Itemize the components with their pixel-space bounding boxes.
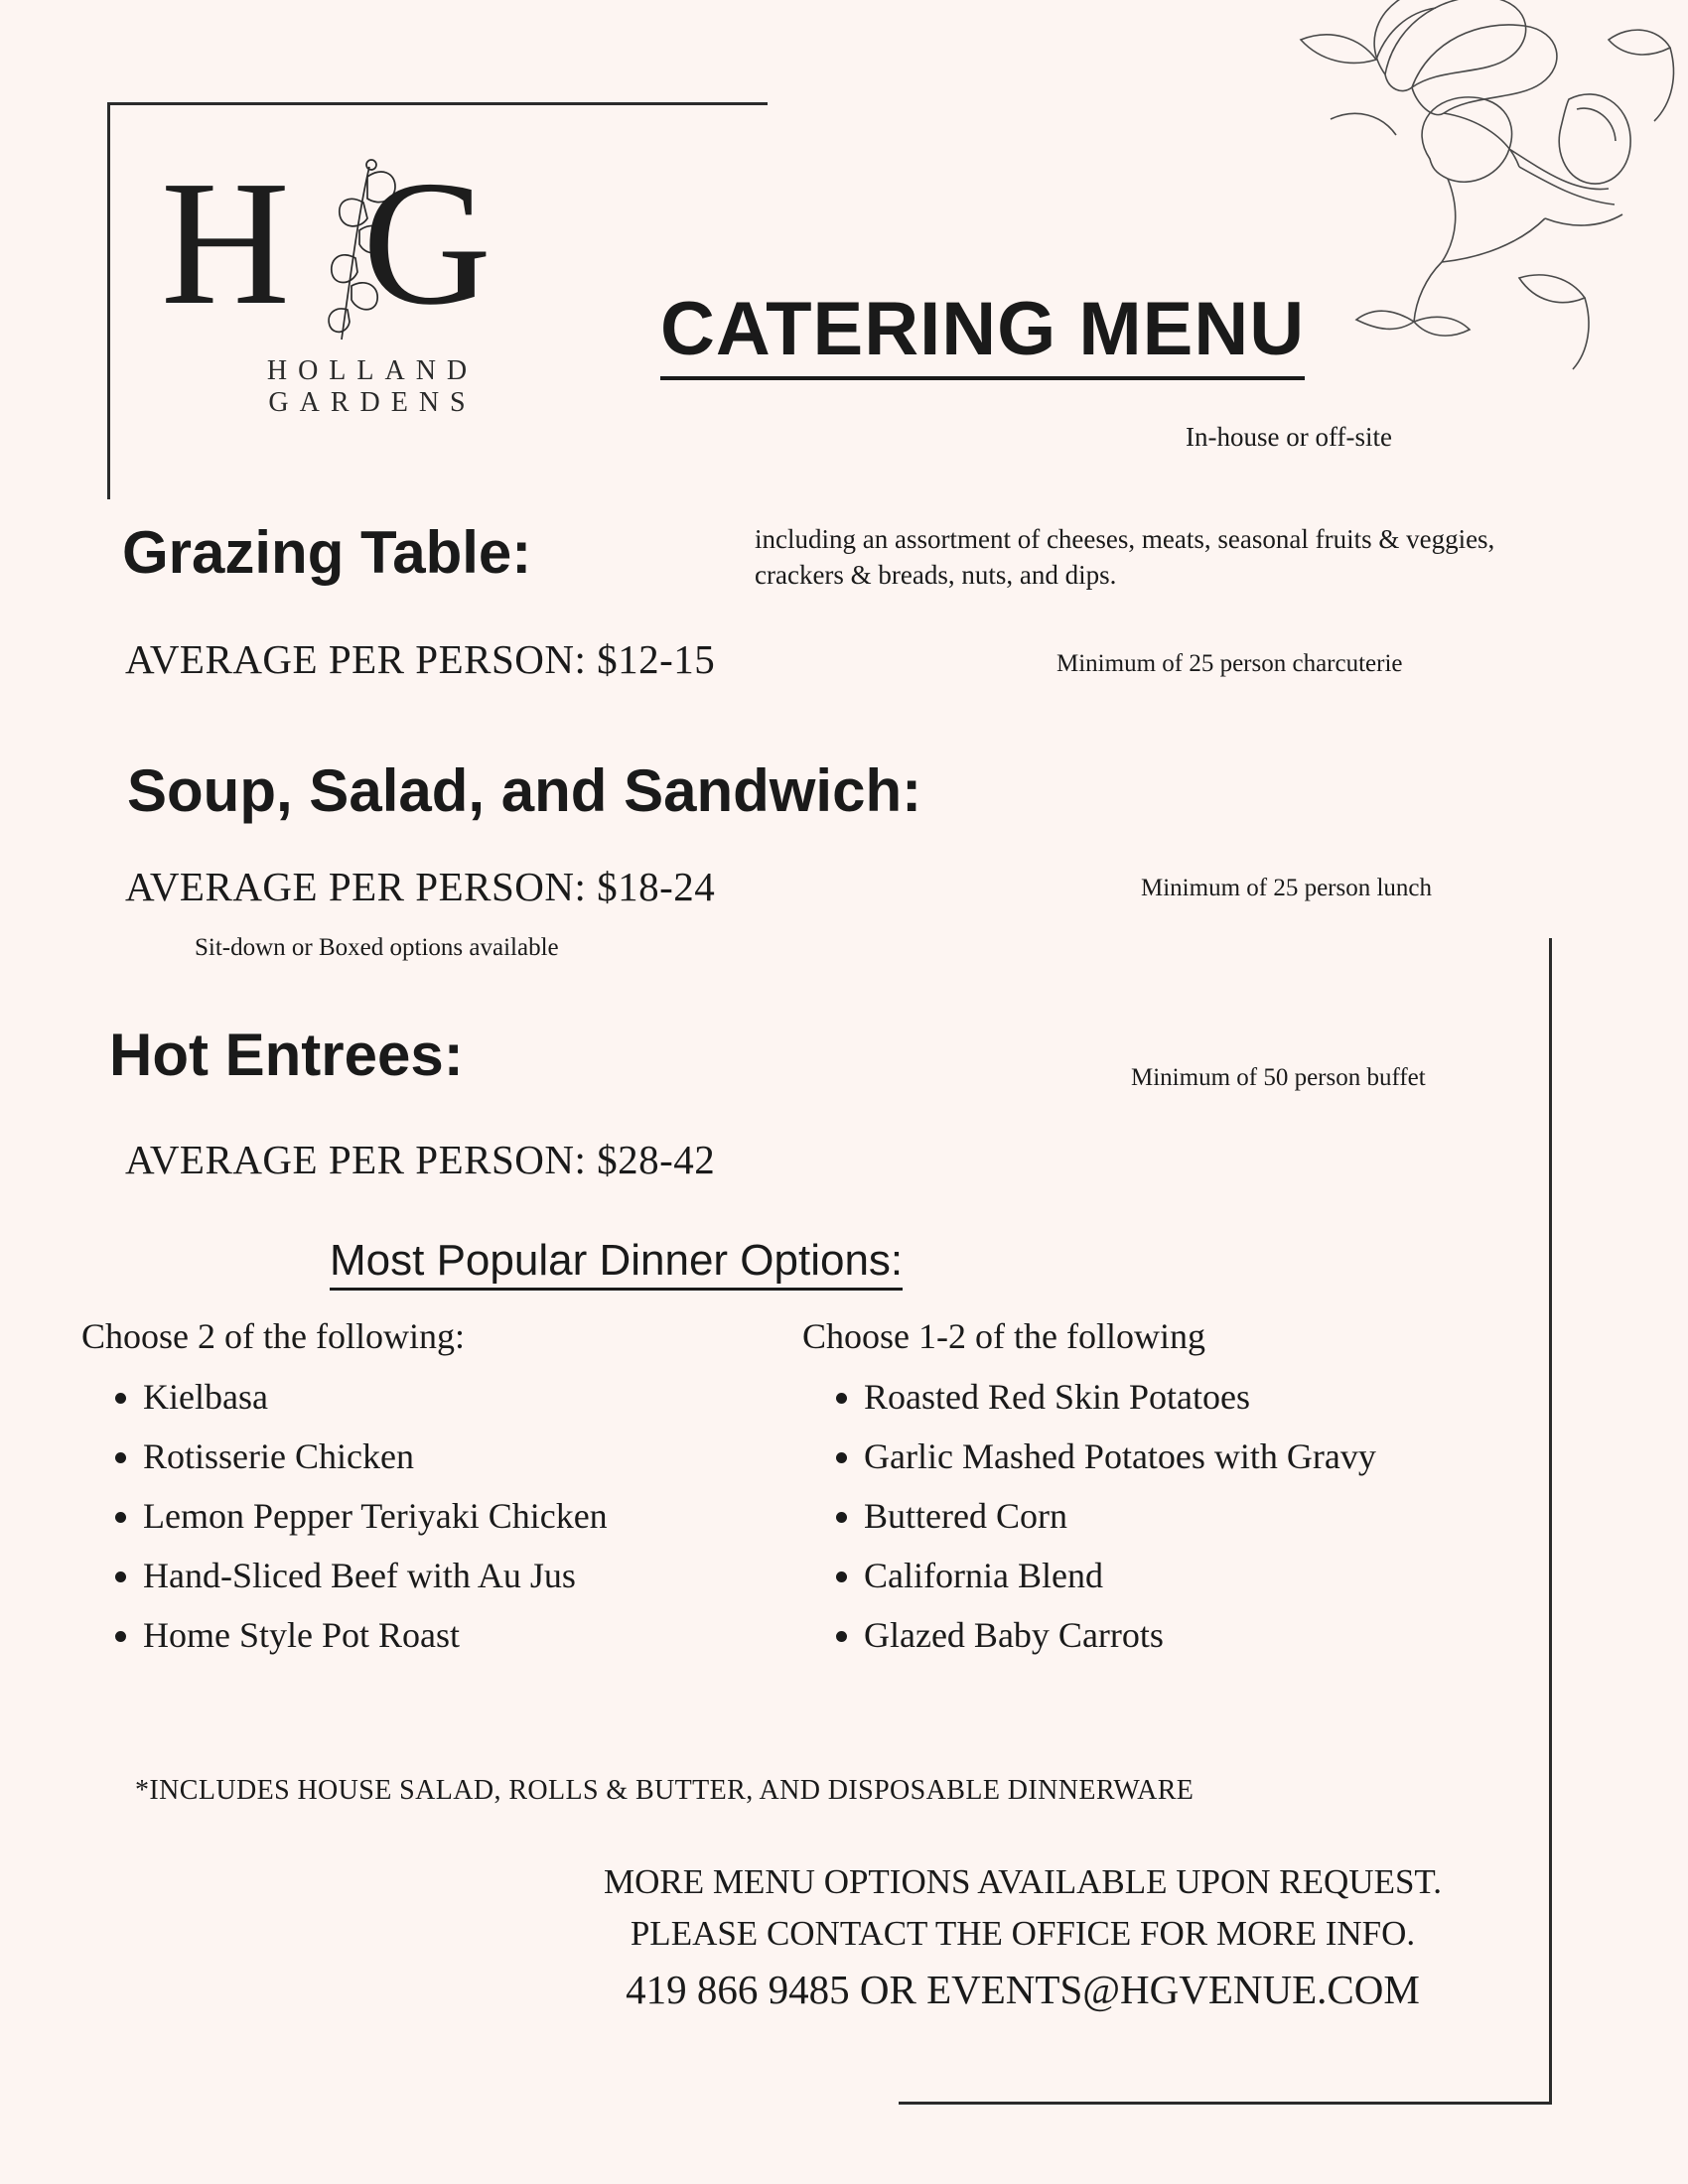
section-subnote-soup: Sit-down or Boxed options available [195,934,559,961]
logo-letter-h: H [161,144,290,341]
section-price-soup: AVERAGE PER PERSON: $18-24 [125,864,716,909]
popular-options-right-column [802,1315,1477,1665]
list-item: • Glazed Baby Carrots [864,1605,1477,1665]
frame-line-top [107,102,768,105]
list-item: • Home Style Pot Roast [143,1605,776,1665]
list-item: • Lemon Pepper Teriyaki Chicken [143,1486,776,1546]
list-item: • Garlic Mashed Potatoes with Gravy [864,1427,1477,1486]
list-item: • Buttered Corn [864,1486,1477,1546]
list-item: • California Blend [864,1546,1477,1605]
choose-label-left: Choose 2 of the following: [81,1316,465,1356]
frame-line-bottom [899,2102,1552,2105]
brand-name: HOLLAND GARDENS [266,355,479,418]
logo-mark [149,144,586,341]
choose-label-right: Choose 1-2 of the following [802,1316,1205,1356]
footer-contact: 419 866 9485 OR EVENTS@HGVENUE.COM [626,1967,1420,2012]
section-title-grazing: Grazing Table: [122,519,532,586]
section-note-grazing: Minimum of 25 person charcuterie [1056,650,1403,677]
section-title-soup: Soup, Salad, and Sandwich: [127,757,922,824]
logo-block [149,144,586,419]
section-note-soup: Minimum of 25 person lunch [1141,875,1433,901]
side-list [802,1367,1477,1665]
frame-line-right [1549,938,1552,2105]
entree-list [81,1367,776,1665]
page-subtitle: In-house or off-site [1186,422,1392,452]
footer-line-1: MORE MENU OPTIONS AVAILABLE UPON REQUEST. [604,1862,1442,1901]
footer-block [496,1856,1549,2019]
section-title-hot-entrees: Hot Entrees: [109,1022,464,1088]
section-description-grazing: including an assortment of cheeses, meats, seasonal fruits & veggies, crackers & breads, nuts, and dips. [755,524,1495,590]
popular-options-heading: Most Popular Dinner Options: [330,1236,903,1291]
section-note-hot-entrees: Minimum of 50 person buffet [1131,1064,1426,1091]
list-item: • Roasted Red Skin Potatoes [864,1367,1477,1427]
section-price-hot-entrees: AVERAGE PER PERSON: $28-42 [125,1137,716,1182]
logo-letter-g: G [362,144,492,341]
footer-line-2: PLEASE CONTACT THE OFFICE FOR MORE INFO. [630,1914,1416,1953]
list-item: • Hand-Sliced Beef with Au Jus [143,1546,776,1605]
page-title: CATERING MENU [660,286,1305,380]
section-price-grazing: AVERAGE PER PERSON: $12-15 [125,636,716,682]
includes-note: *INCLUDES HOUSE SALAD, ROLLS & BUTTER, AND DISPOSABLE DINNERWARE [135,1775,1195,1806]
frame-line-left [107,102,110,499]
list-item: • Kielbasa [143,1367,776,1427]
popular-options-left-column [81,1315,776,1665]
list-item: • Rotisserie Chicken [143,1427,776,1486]
